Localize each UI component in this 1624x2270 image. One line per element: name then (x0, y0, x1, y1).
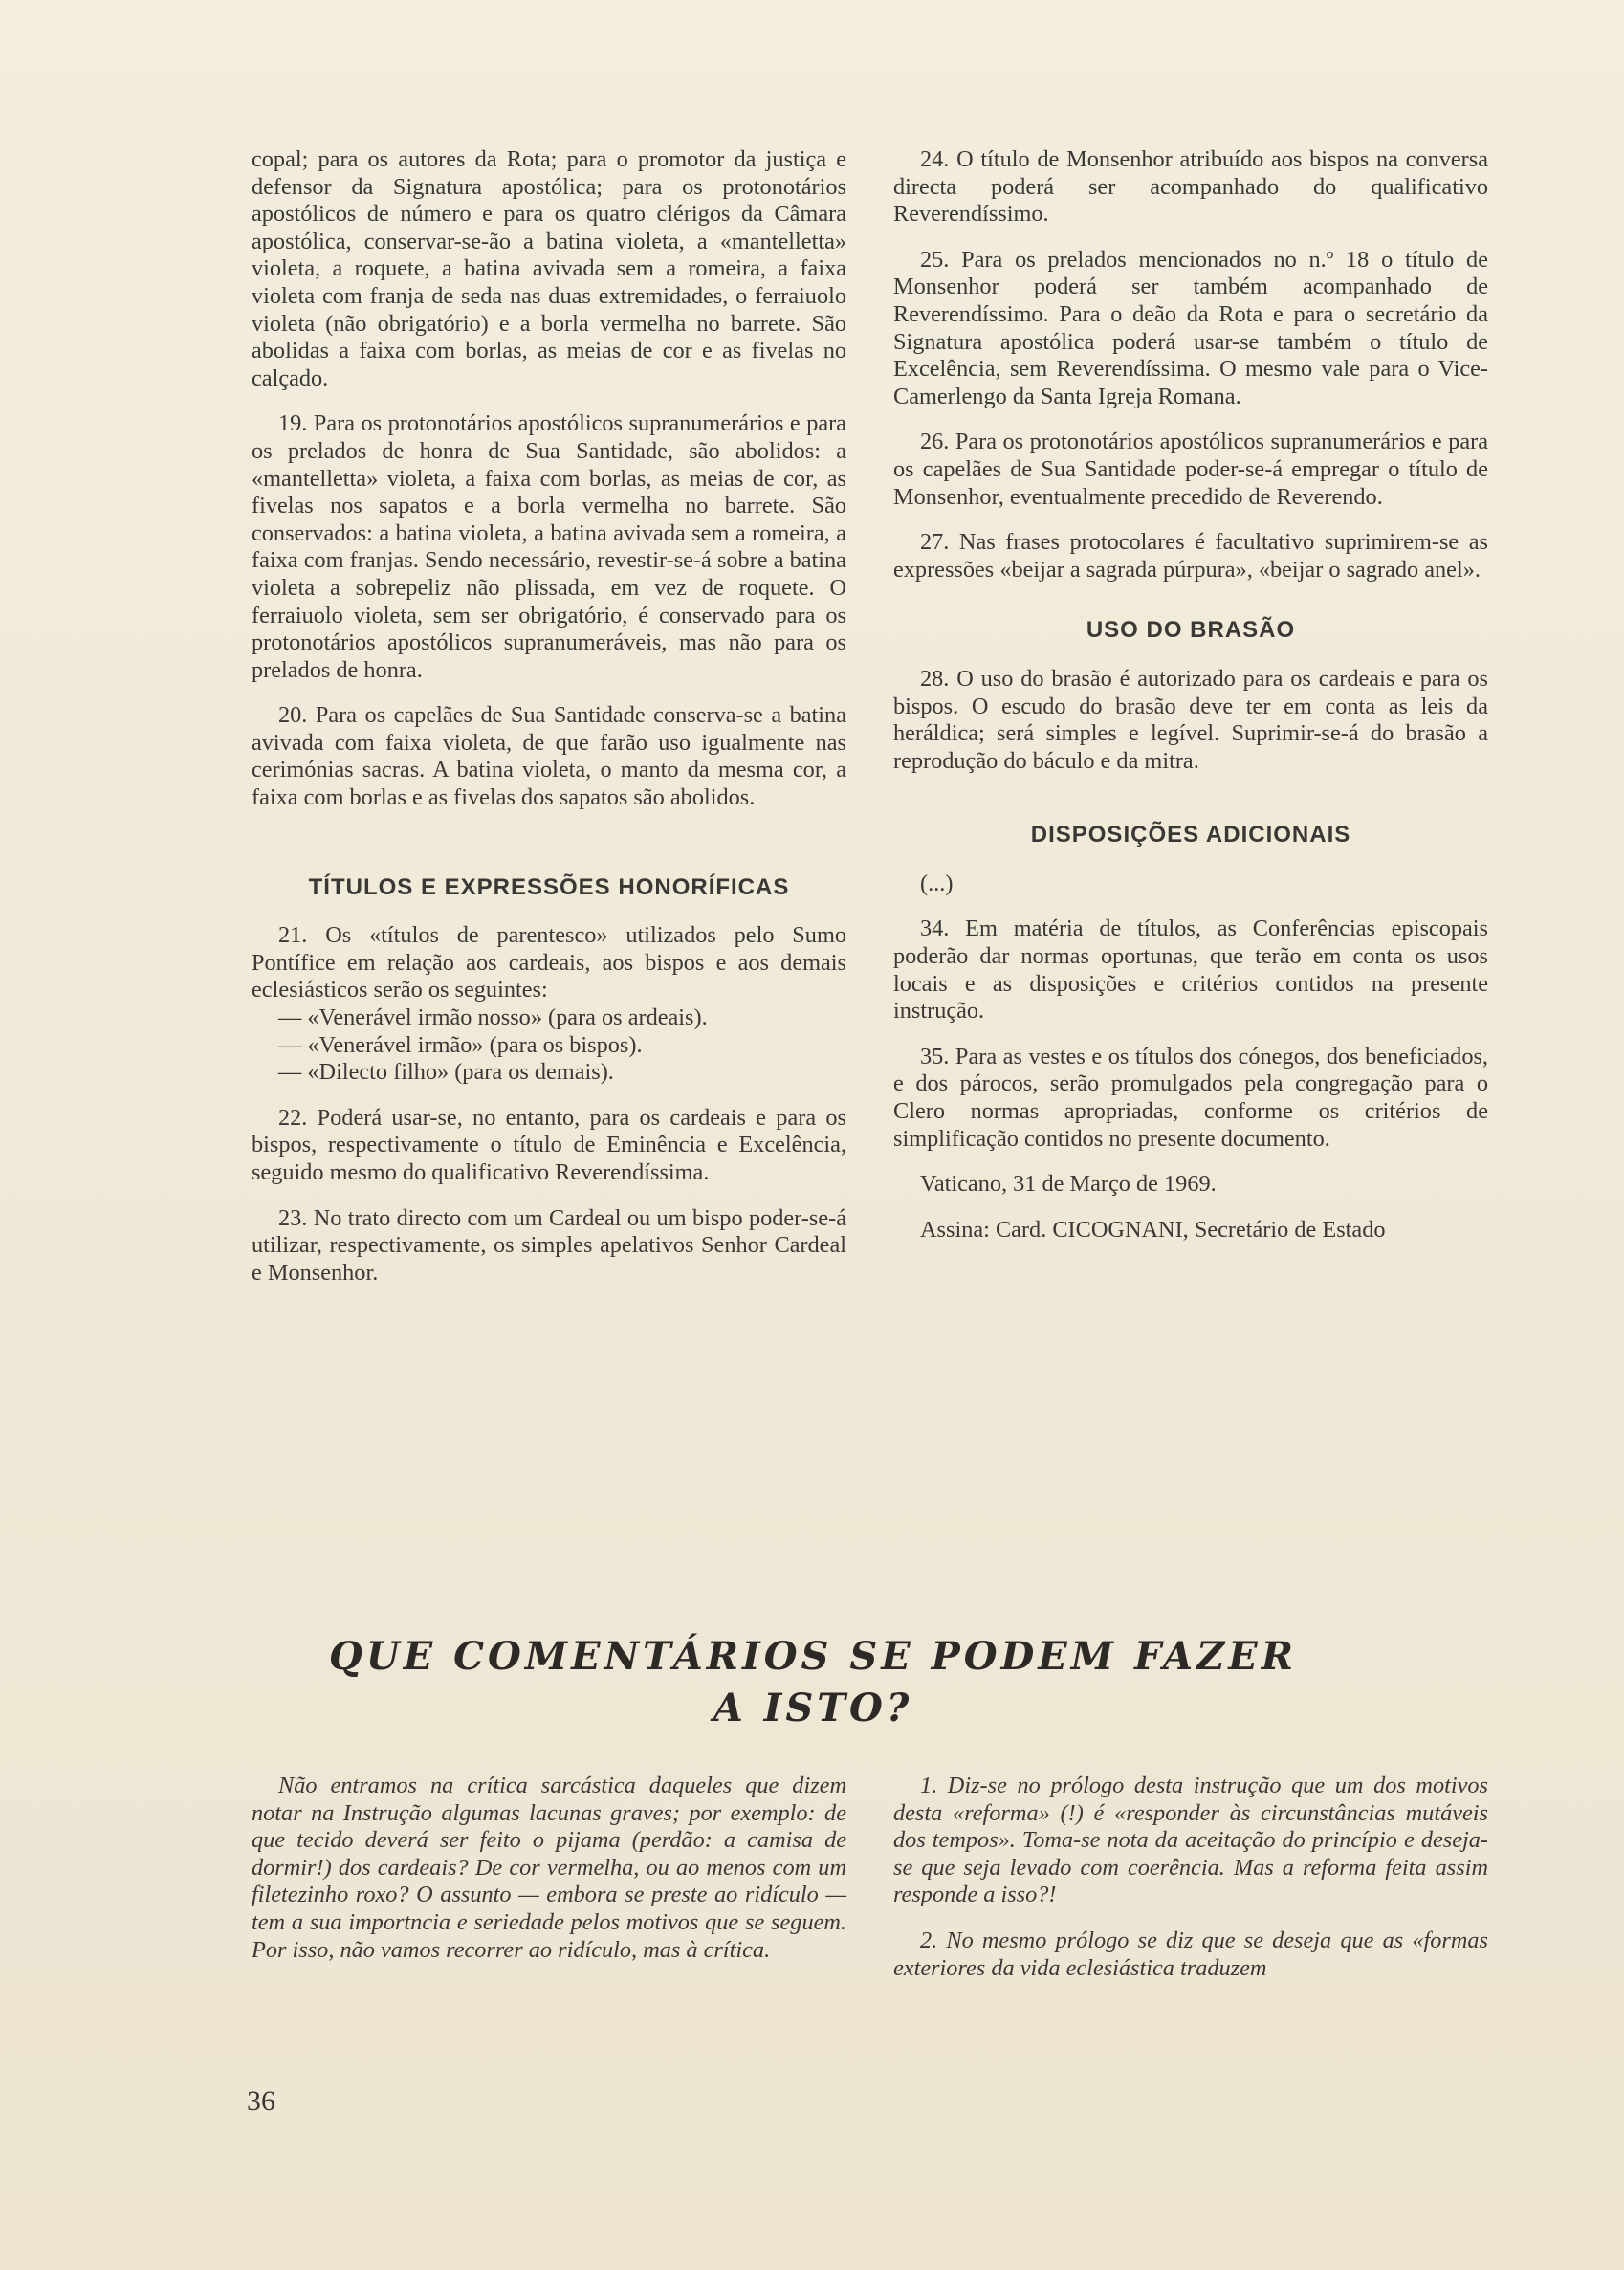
title-list-item: — «Venerável irmão» (para os bispos). (278, 1031, 643, 1058)
paragraph-34: 34. Em matéria de títulos, as Conferências episcopais poderão dar normas oportunas, que terão em conta os usos locais e as disposições e critérios contidos na presente instrução. (893, 915, 1488, 1025)
paragraph-28: 28. O uso do brasão é autorizado para os cardeais e para os bispos. O escudo do brasão deve ter em conta as leis da heráldica; será simples e legível. Suprimir-se-á do brasão a reprodução do báculo e da mitra. (893, 665, 1488, 774)
commentary-point-2: 2. No mesmo prólogo se diz que se deseja que as «formas exteriores da vida eclesiástica traduzem (893, 1927, 1488, 1981)
paragraph-23: 23. No trato directo com um Cardeal ou um bispo poder-se-á utilizar, respectivamente, os simples apelativos Senhor Cardeal e Monsenhor. (252, 1204, 846, 1286)
signature-line: Assina: Card. CICOGNANI, Secretário de Estado (920, 1216, 1386, 1243)
section-title-line-1: QUE COMENTÁRIOS SE PODEM FAZER (329, 1634, 1297, 1679)
paragraph-25: 25. Para os prelados mencionados no n.º 18 o título de Monsenhor poderá ser também acompanhado de Reverendíssimo. Para o deão da Rota e para o secretário da Signatura apostólica poderá usar-se também o título de Excelência, sem Reverendíssima. O mesmo vale para o Vice-Camerlengo da Santa Igreja Romana. (893, 246, 1488, 409)
paragraph-27: 27. Nas frases protocolares é facultativo suprimirem-se as expressões «beijar a sagrada púrpura», «beijar o sagrado anel». (893, 529, 1488, 583)
commentary-intro: Não entramos na crítica sarcástica daqueles que dizem notar na Instrução algumas lacunas graves; por exemplo: de que tecido deverá ser feito o pijama (perdão: a camisa de dormir!) dos cardeais? De cor vermelha, ou ao menos com um filetezinho roxo? O assunto — embora se preste ao ridículo — tem a sua importncia e seriedade pelos motivos que se seguem. Por isso, não vamos recorrer ao ridículo, mas à crítica. (252, 1773, 846, 1963)
paragraph-20: 20. Para os capelães de Sua Santidade conserva-se a batina avivada com faixa violeta, de que farão uso igualmente nas cerimónias sacras. A batina violeta, o manto da mesma cor, a faixa com borlas e as fivelas dos sapatos são abolidos. (252, 702, 846, 811)
paragraph-24: 24. O título de Monsenhor atribuído aos bispos na conversa directa poderá ser acompanhado do qualificativo Reverendíssimo. (893, 146, 1488, 228)
paragraph-26: 26. Para os protonotários apostólicos supranumerários e para os capelães de Sua Santidade poder-se-á empregar o título de Monsenhor, eventualmente precedido de Reverendo. (893, 429, 1488, 510)
commentary-point-1: 1. Diz-se no prólogo desta instrução que um dos motivos desta «reforma» (!) é «responder às circunstâncias mutáveis dos tempos». Toma-se nota da aceitação do princípio e deseja-se que seja levado com coerência. Mas a reforma feita assim responde a isso?! (893, 1773, 1488, 1908)
paragraph-19: 19. Para os protonotários apostólicos supranumerários e para os prelados de honra de Sua Santidade, são abolidos: a «mantelletta» violeta, a faixa com borlas, as meias de cor, as fivelas nos sapatos e a borla vermelha no barrete. São conservados: a batina violeta, a batina avivada sem a romeira, a faixa com franjas. Sendo necessário, revestir-se-á sobre a batina violeta a sobrepeliz não plissada, em vez de roquete. O ferraiuolo violeta, sem ser obrigatório, é conservado para os protonotários apostólicos supranumeráveis, mas não para os prelados de honra. (252, 410, 846, 683)
commentary-right-column (893, 1773, 1488, 2000)
titulos-heading: TÍTULOS E EXPRESSÕES HONORÍFICAS (308, 873, 790, 900)
date-line: Vaticano, 31 de Março de 1969. (920, 1171, 1217, 1198)
paragraph-22: 22. Poderá usar-se, no entanto, para os cardeais e para os bispos, respectivamente o título de Eminência e Excelência, seguido mesmo do qualificativo Reverendíssima. (252, 1104, 846, 1185)
page-number: 36 (247, 2085, 275, 2117)
disposicoes-heading: DISPOSIÇÕES ADICIONAIS (1030, 822, 1351, 848)
left-column (252, 146, 846, 1305)
section-title (239, 1631, 1387, 1734)
section-title-line-2: A ISTO? (713, 1686, 913, 1730)
paragraph-35: 35. Para as vestes e os títulos dos cónegos, dos beneficiados, e dos párocos, serão promulgados pela congregação para o Clero normas apropriadas, conforme os critérios de simplificação contidos no presente documento. (893, 1043, 1488, 1152)
commentary-left-column (252, 1773, 846, 1982)
title-list-item: — «Dilecto filho» (para os demais). (278, 1059, 614, 1086)
paragraph-21: 21. Os «títulos de parentesco» utilizados pelo Sumo Pontífice em relação aos cardeais, aos bispos e aos demais eclesiásticos serão os seguintes: (252, 922, 846, 1003)
title-list-item: — «Venerável irmão nosso» (para os ardeais). (278, 1004, 708, 1031)
brasao-heading: USO DO BRASÃO (1086, 617, 1296, 644)
ellipsis: (...) (920, 870, 954, 896)
right-column (893, 146, 1488, 1262)
paragraph-18-continued: copal; para os autores da Rota; para o promotor da justiça e defensor da Signatura apostólica; para os protonotários apostólicos de número e para os quatro clérigos da Câmara apostólica, conservar-se-ão a batina violeta, a «mantelletta» violeta, a roquete, a batina avivada sem a romeira, a faixa violeta com franja de seda nas duas extremidades, o ferraiuolo violeta (não obrigatório) e a borla vermelha no barrete. São abolidas a faixa com borlas, as meias de cor e as fivelas no calçado. (252, 146, 846, 391)
